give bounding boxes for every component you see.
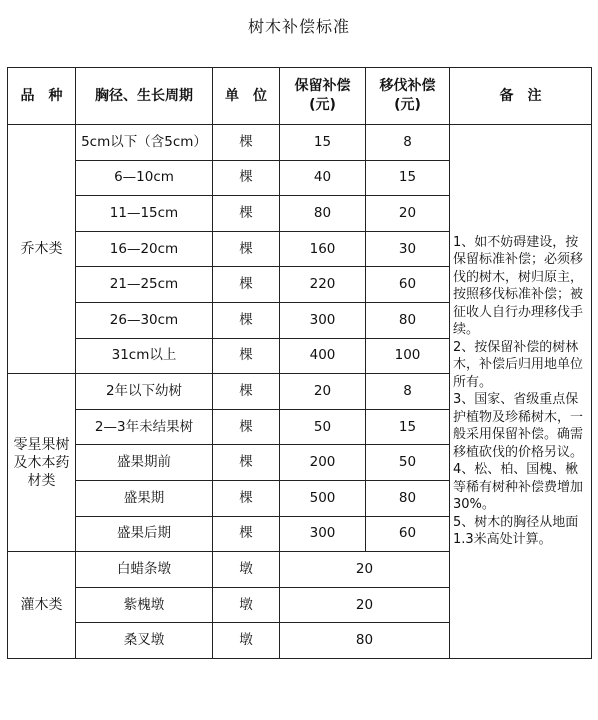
header-move-unit: (元) — [394, 97, 421, 113]
remark-item: 3、国家、省级重点保护植物及珍稀树木，一般采用保留补偿。确需移植砍伐的价格另议。 — [453, 392, 584, 460]
cell-keep: 20 — [280, 374, 366, 410]
cell-unit: 棵 — [213, 480, 280, 516]
cell-move: 30 — [366, 231, 450, 267]
category-shrub: 灌木类 — [8, 552, 76, 659]
cell-move: 100 — [366, 338, 450, 374]
cell-unit: 棵 — [213, 516, 280, 552]
header-remarks: 备 注 — [450, 68, 592, 125]
cell-spec: 2年以下幼树 — [76, 374, 213, 410]
cell-move: 15 — [366, 409, 450, 445]
cell-spec: 盛果期前 — [76, 445, 213, 481]
cell-spec: 白蜡条墩 — [76, 552, 213, 588]
category-fruit-line: 零星果树 — [13, 436, 70, 453]
cell-unit: 棵 — [213, 231, 280, 267]
table-row — [8, 125, 592, 161]
cell-spec: 16—20cm — [76, 231, 213, 267]
cell-keep: 160 — [280, 231, 366, 267]
category-fruit-line: 材类 — [27, 472, 56, 489]
compensation-table — [7, 67, 592, 659]
header-unit: 单 位 — [213, 68, 280, 125]
cell-unit: 墩 — [213, 623, 280, 659]
cell-spec: 盛果后期 — [76, 516, 213, 552]
cell-keep: 400 — [280, 338, 366, 374]
cell-amount: 20 — [280, 552, 450, 588]
cell-move: 80 — [366, 302, 450, 338]
header-move — [366, 68, 450, 125]
remark-item: 2、按保留补偿的树林木，补偿后归用地单位所有。 — [453, 339, 584, 390]
cell-keep: 300 — [280, 302, 366, 338]
header-keep — [280, 68, 366, 125]
cell-spec: 紫槐墩 — [76, 587, 213, 623]
header-dbh: 胸径、生长周期 — [76, 68, 213, 125]
remarks-cell — [450, 125, 592, 659]
cell-move: 60 — [366, 267, 450, 303]
cell-spec: 2—3年未结果树 — [76, 409, 213, 445]
cell-move: 15 — [366, 160, 450, 196]
header-keep-label: 保留补偿 — [294, 78, 351, 94]
remark-item: 5、树木的胸径从地面1.3米高处计算。 — [453, 514, 579, 548]
remark-item: 1、如不妨碍建设，按保留标准补偿；必须移伐的树木，树归原主，按照移伐标准补偿；被征收人自行办理移伐手续。 — [453, 234, 584, 338]
cell-keep: 200 — [280, 445, 366, 481]
category-arbor: 乔木类 — [8, 125, 76, 374]
cell-unit: 棵 — [213, 125, 280, 161]
cell-unit: 棵 — [213, 445, 280, 481]
cell-unit: 棵 — [213, 196, 280, 232]
cell-unit: 棵 — [213, 374, 280, 410]
cell-unit: 棵 — [213, 409, 280, 445]
header-row — [8, 68, 592, 125]
cell-spec: 6—10cm — [76, 160, 213, 196]
cell-move: 50 — [366, 445, 450, 481]
category-fruit-line: 及木本药 — [13, 454, 70, 471]
cell-unit: 墩 — [213, 552, 280, 588]
cell-unit: 墩 — [213, 587, 280, 623]
cell-keep: 15 — [280, 125, 366, 161]
cell-unit: 棵 — [213, 160, 280, 196]
cell-unit: 棵 — [213, 267, 280, 303]
remark-item: 4、松、柏、国槐、楸等稀有树种补偿费增加30%。 — [453, 462, 584, 513]
cell-spec: 5cm以下（含5cm） — [76, 125, 213, 161]
header-variety: 品 种 — [8, 68, 76, 125]
cell-move: 8 — [366, 374, 450, 410]
cell-keep: 300 — [280, 516, 366, 552]
cell-keep: 500 — [280, 480, 366, 516]
cell-keep: 80 — [280, 196, 366, 232]
page-title: 树木补偿标准 — [247, 17, 350, 36]
header-keep-unit: (元) — [309, 97, 336, 113]
cell-move: 80 — [366, 480, 450, 516]
cell-unit: 棵 — [213, 302, 280, 338]
category-fruit — [8, 374, 76, 552]
cell-move: 60 — [366, 516, 450, 552]
cell-keep: 220 — [280, 267, 366, 303]
cell-spec: 11—15cm — [76, 196, 213, 232]
cell-spec: 21—25cm — [76, 267, 213, 303]
cell-amount: 20 — [280, 587, 450, 623]
cell-move: 20 — [366, 196, 450, 232]
cell-keep: 40 — [280, 160, 366, 196]
cell-spec: 桑叉墩 — [76, 623, 213, 659]
header-move-label: 移伐补偿 — [379, 78, 436, 94]
cell-move: 8 — [366, 125, 450, 161]
cell-keep: 50 — [280, 409, 366, 445]
cell-spec: 盛果期 — [76, 480, 213, 516]
cell-amount: 80 — [280, 623, 450, 659]
cell-unit: 棵 — [213, 338, 280, 374]
cell-spec: 26—30cm — [76, 302, 213, 338]
cell-spec: 31cm以上 — [76, 338, 213, 374]
